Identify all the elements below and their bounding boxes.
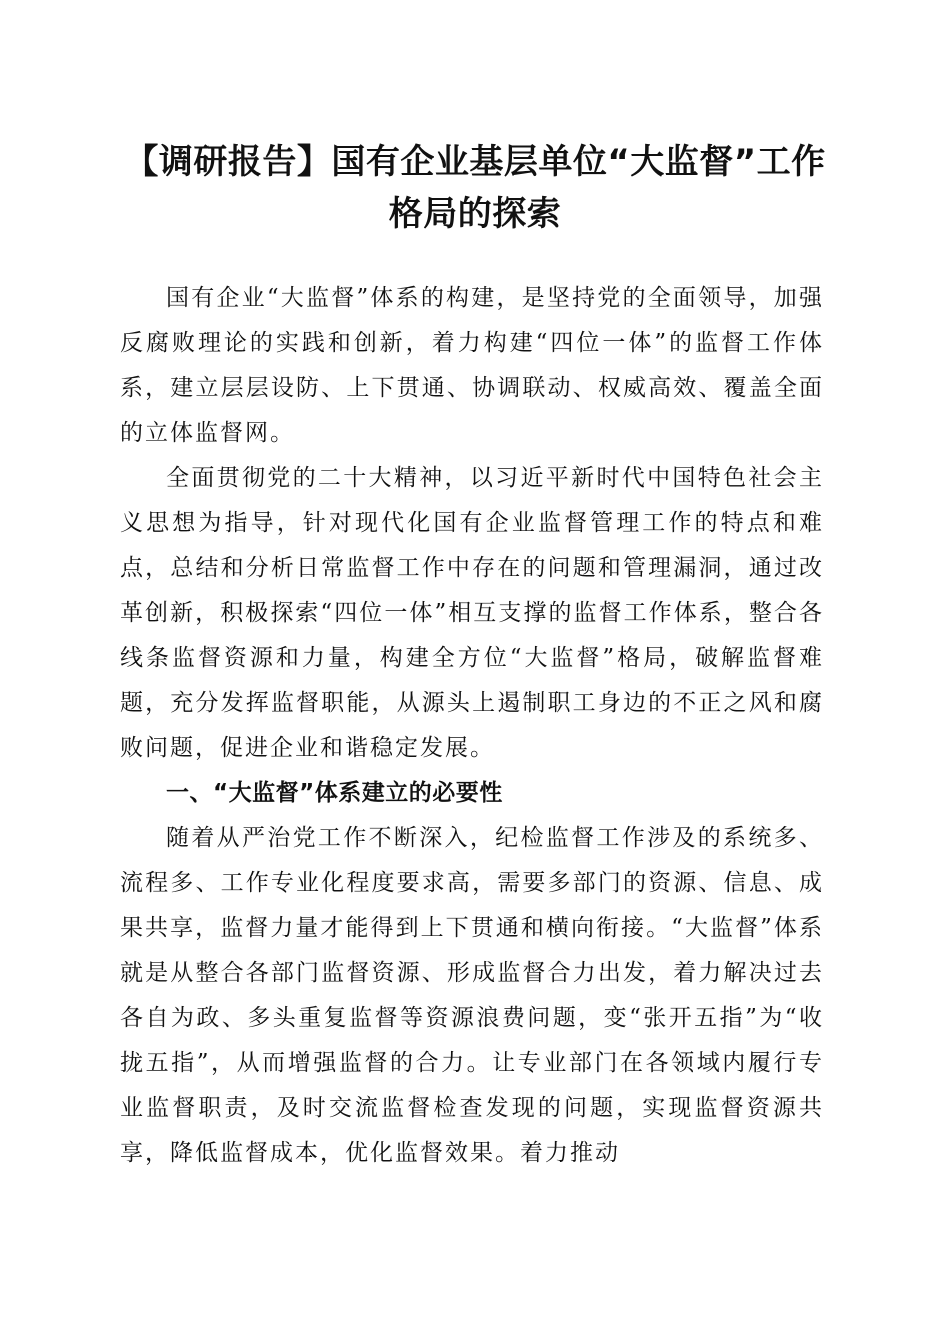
- section-paragraph: 随着从严治党工作不断深入，纪检监督工作涉及的系统多、流程多、工作专业化程度要求高，需要多部门的资源、信息、成果共享，监督力量才能得到上下贯通和横向衔接。“大监督”体系就是从整合各部门监督资源、形成监督合力出发，着力解决过去各自为政、多头重复监督等资源浪费问题，变“张开五指”为“收拢五指”，从而增强监督的合力。让专业部门在各领域内履行专业监督职责，及时交流监督检查发现的问题，实现监督资源共享，降低监督成本，优化监督效果。着力推动: [120, 825, 824, 1166]
- document-body: [120, 276, 824, 1176]
- document-title: 【调研报告】国有企业基层单位“大监督”工作格局的探索: [124, 142, 826, 234]
- intro-paragraph-1: 国有企业“大监督”体系的构建，是坚持党的全面领导，加强反腐败理论的实践和创新，着力构建“四位一体”的监督工作体系，建立层层设防、上下贯通、协调联动、权威高效、覆盖全面的立体监督网。: [120, 285, 824, 446]
- intro-paragraph-2: 全面贯彻党的二十大精神，以习近平新时代中国特色社会主义思想为指导，针对现代化国有企业监督管理工作的特点和难点，总结和分析日常监督工作中存在的问题和管理漏洞，通过改革创新，积极探索“四位一体”相互支撑的监督工作体系，整合各线条监督资源和力量，构建全方位“大监督”格局，破解监督难题，充分发挥监督职能，从源头上遏制职工身边的不正之风和腐败问题，促进企业和谐稳定发展。: [120, 465, 824, 761]
- section-heading: 一、“大监督”体系建立的必要性: [166, 780, 503, 806]
